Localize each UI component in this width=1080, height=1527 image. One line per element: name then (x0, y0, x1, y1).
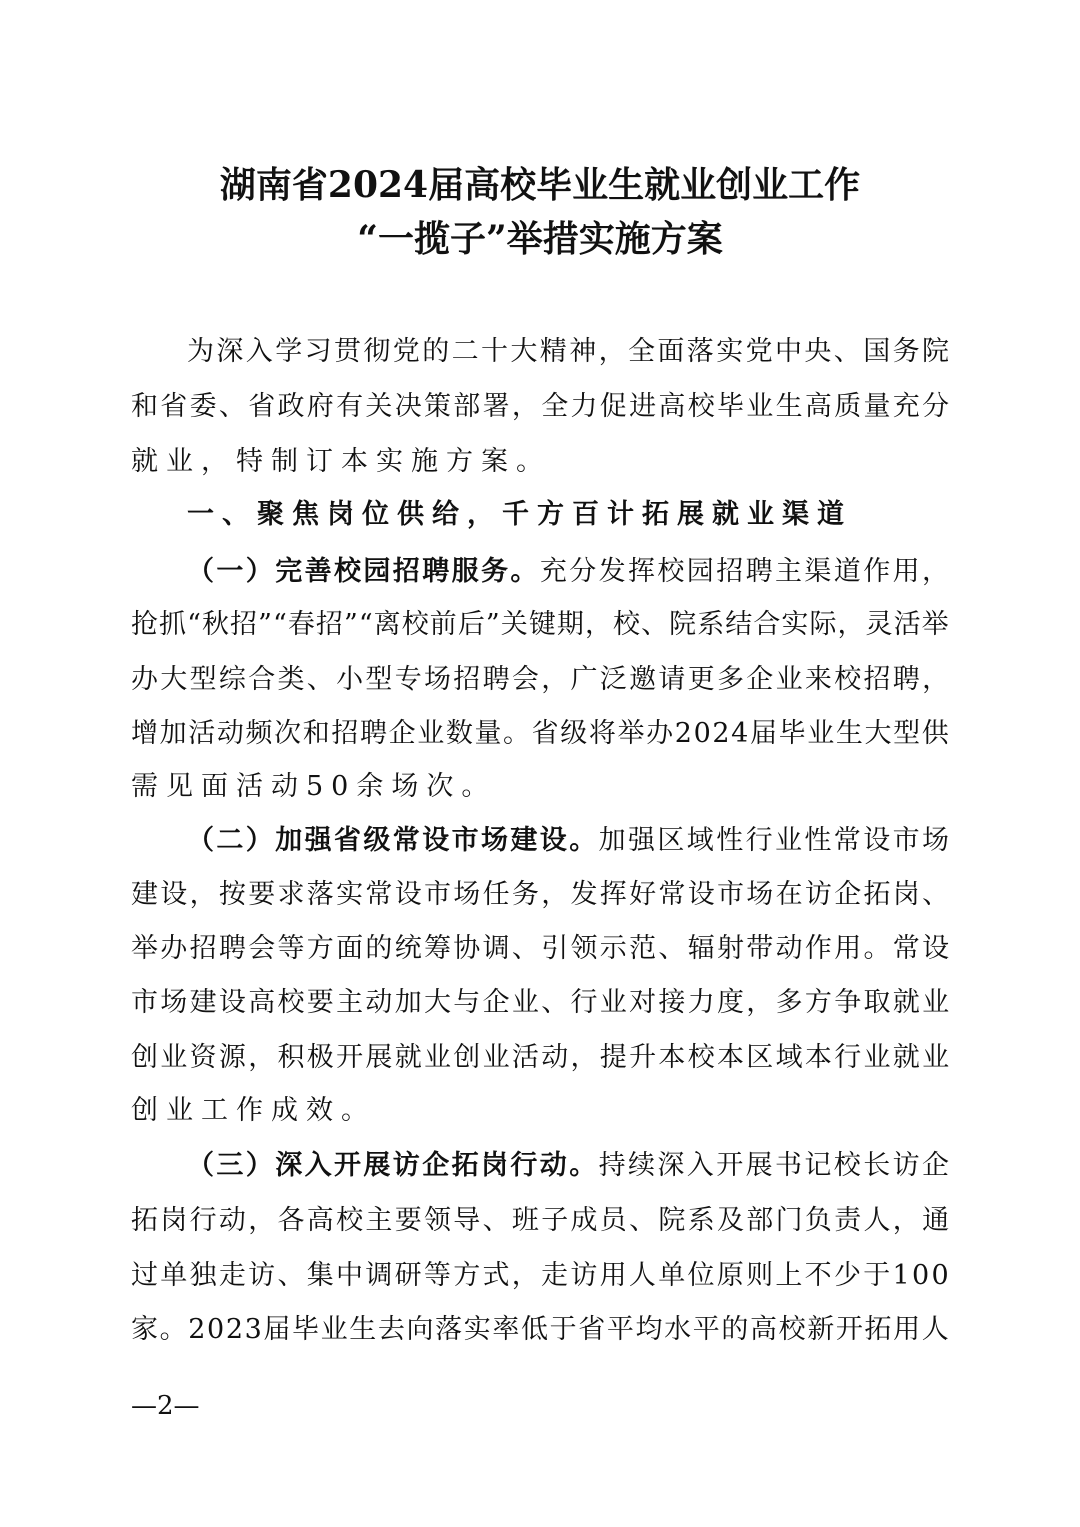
document-title-line-2: “一揽子”举措实施方案 (357, 218, 723, 260)
subsection-heading: （三）深入开展访企拓岗行动。 (187, 1150, 599, 1181)
paragraph-line: 抢抓“秋招”“春招”“离校前后”关键期，校、院系结合实际，灵活举 (131, 609, 950, 640)
page-number: —2— (131, 1391, 200, 1421)
paragraph-line: 过单独走访、集中调研等方式，走访用人单位原则上不少于100 (131, 1260, 951, 1291)
paragraph-line: 家。2023届毕业生去向落实率低于省平均水平的高校新开拓用人 (131, 1314, 951, 1345)
paragraph-line: 创业资源，积极开展就业创业活动，提升本校本区域本行业就业 (131, 1042, 952, 1073)
paragraph-line: 创业工作成效。 (131, 1095, 376, 1126)
paragraph-line: 建设，按要求落实常设市场任务，发挥好常设市场在访企拓岗、 (131, 879, 952, 910)
paragraph-line: 为深入学习贯彻党的二十大精神，全面落实党中央、国务院 (187, 336, 952, 367)
paragraph-line: 举办招聘会等方面的统筹协调、引领示范、辐射带动作用。常设 (131, 933, 952, 964)
paragraph-line: 需见面活动50余场次。 (131, 771, 497, 802)
paragraph-line: （一）完善校园招聘服务。充分发挥校园招聘主渠道作用， (187, 556, 952, 587)
paragraph-line: 办大型综合类、小型专场招聘会，广泛邀请更多企业来校招聘， (131, 664, 952, 695)
document-title-line-1: 湖南省2024届高校毕业生就业创业工作 (219, 164, 861, 206)
paragraph-line: 和省委、省政府有关决策部署，全力促进高校毕业生高质量充分 (131, 391, 952, 422)
paragraph-line: 拓岗行动，各高校主要领导、班子成员、院系及部门负责人，通 (131, 1205, 952, 1236)
paragraph-line: 就业，特制订本实施方案。 (131, 446, 551, 477)
paragraph-line: 增加活动频次和招聘企业数量。省级将举办2024届毕业生大型供 (131, 718, 951, 749)
section-heading: 一、聚焦岗位供给，千方百计拓展就业渠道 (187, 499, 852, 530)
subsection-heading: （一）完善校园招聘服务。 (187, 556, 540, 587)
subsection-heading: （二）加强省级常设市场建设。 (187, 825, 599, 856)
paragraph-line: （三）深入开展访企拓岗行动。持续深入开展书记校长访企 (187, 1150, 952, 1181)
paragraph-line: （二）加强省级常设市场建设。加强区域性行业性常设市场 (187, 825, 952, 856)
paragraph-line: 市场建设高校要主动加大与企业、行业对接力度，多方争取就业 (131, 987, 952, 1018)
